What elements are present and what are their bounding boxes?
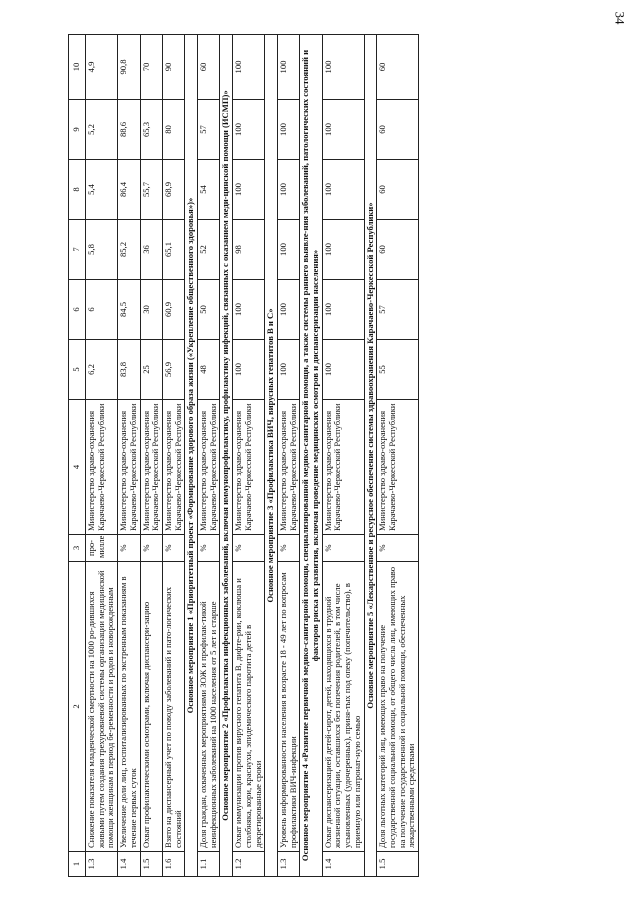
value-col-6: 100	[277, 280, 299, 340]
value-col-5: 48	[198, 340, 220, 400]
responsible-executor: Министерство здраво-охранения Карачаево-Черкесской Республики	[162, 400, 184, 535]
value-col-5: 83,8	[118, 340, 140, 400]
value-col-6: 100	[322, 280, 364, 340]
row-number: 1.4	[118, 852, 140, 877]
value-col-6: 60,9	[162, 280, 184, 340]
table-row	[162, 35, 184, 877]
header-cell: 9	[69, 100, 86, 160]
value-col-8: 86,4	[118, 160, 140, 220]
indicator-name: Уровень информированности населения в возрасте 18 - 49 лет по вопросам профилактики ВИЧ-инфекции	[277, 562, 299, 852]
table-row	[86, 35, 118, 877]
section-title: Основное мероприятие 1 «Приоритетный проект «Формирование здорового образа жизни («Укрепление общественного здоровья»)»	[185, 35, 198, 877]
indicator-name: Увеличение доли лиц, госпитализированных по экстренным показаниям в течение первых суток	[118, 562, 140, 852]
value-col-10: 60	[377, 35, 419, 100]
header-cell: 8	[69, 160, 86, 220]
indicator-name: Охват диспансеризацией детей-сирот, детей, находящихся в трудной жизненной ситуации, оставшихся без попечения родителей, в том числе усыновленных (удочеренных), приня-тых под опеку (попечительство), в приемную или патронат-ную семью	[322, 562, 364, 852]
value-col-10: 100	[277, 35, 299, 100]
value-col-10: 4,9	[86, 35, 118, 100]
header-cell: 4	[69, 400, 86, 535]
row-number: 1.3	[277, 852, 299, 877]
header-cell: 2	[69, 562, 86, 852]
unit-of-measure: %	[322, 535, 364, 562]
rotated-page-content	[68, 35, 616, 877]
table-row	[322, 35, 364, 877]
page-number: 34	[612, 11, 628, 25]
value-col-9: 100	[277, 100, 299, 160]
value-col-6: 30	[140, 280, 162, 340]
value-col-9: 100	[322, 100, 364, 160]
section-title: Основное мероприятие 4 «Развитие первичной медико-санитарной помощи, специализированной медико-санитарной помощи, а также системы раннего выявле-ния заболеваний, патологических состояний и факторов риска их развития, включая проведение медицинских осмотров и диспансеризации населения»	[300, 35, 322, 877]
value-col-7: 60	[377, 220, 419, 280]
row-number: 1.6	[162, 852, 184, 877]
header-cell: 5	[69, 340, 86, 400]
table-row	[377, 35, 419, 877]
value-col-7: 100	[322, 220, 364, 280]
value-col-10: 100	[322, 35, 364, 100]
value-col-10: 60	[198, 35, 220, 100]
responsible-executor: Министерство здраво-охранения Карачаево-Черкесской Республики	[377, 400, 419, 535]
value-col-7: 98	[233, 220, 265, 280]
value-col-5: 55	[377, 340, 419, 400]
value-col-5: 100	[322, 340, 364, 400]
table-header-row	[69, 35, 86, 877]
row-number: 1.2	[233, 852, 265, 877]
value-col-10: 90,8	[118, 35, 140, 100]
value-col-8: 100	[277, 160, 299, 220]
value-col-6: 6	[86, 280, 118, 340]
value-col-8: 55,7	[140, 160, 162, 220]
responsible-executor: Министерство здраво-охранения Карачаево-Черкесской Республики	[140, 400, 162, 535]
header-cell: 6	[69, 280, 86, 340]
value-col-6: 100	[233, 280, 265, 340]
header-cell: 3	[69, 535, 86, 562]
value-col-5: 100	[277, 340, 299, 400]
row-number: 1.1	[198, 852, 220, 877]
value-col-10: 90	[162, 35, 184, 100]
value-col-9: 100	[233, 100, 265, 160]
value-col-9: 80	[162, 100, 184, 160]
header-cell: 10	[69, 35, 86, 100]
responsible-executor: Министерство здраво-охранения Карачаево-Черкесской Республики	[198, 400, 220, 535]
value-col-8: 68,9	[162, 160, 184, 220]
value-col-8: 54	[198, 160, 220, 220]
section-row	[265, 35, 278, 877]
value-col-10: 70	[140, 35, 162, 100]
value-col-9: 5,2	[86, 100, 118, 160]
value-col-8: 100	[322, 160, 364, 220]
value-col-8: 100	[233, 160, 265, 220]
indicator-name: Взято на диспансерный учет по поводу заболеваний и пато-логических состояний	[162, 562, 184, 852]
value-col-5: 25	[140, 340, 162, 400]
section-row	[364, 35, 377, 877]
indicator-name: Доля граждан, охваченных мероприятиями ЗОЖ и профилак-тикой неинфекционных заболеваний на 1000 населения от 5 лет и старше	[198, 562, 220, 852]
section-row	[220, 35, 233, 877]
unit-of-measure: %	[162, 535, 184, 562]
value-col-7: 52	[198, 220, 220, 280]
responsible-executor: Министерство здраво-охранения Карачаево-Черкесской Республики	[233, 400, 265, 535]
responsible-executor: Министерство здраво-охранения Карачаево-Черкесской Республики	[86, 400, 118, 535]
table-row	[277, 35, 299, 877]
indicator-name: Охват профилактическими осмотрами, включая диспансери-зацию	[140, 562, 162, 852]
value-col-9: 60	[377, 100, 419, 160]
responsible-executor: Министерство здраво-охранения Карачаево-Черкесской Республики	[277, 400, 299, 535]
section-title: Основное мероприятие 2 «Профилактика инфекционных заболеваний, включая иммунопрофилактику, профилактику инфекций, связанных с оказанием меди-цинской помощи (ИСМП)»	[220, 35, 233, 877]
unit-of-measure: %	[277, 535, 299, 562]
indicator-name: Охват иммунизации против вирусного гепатита В, дифте-рии, коклюша и столбняка, кори, краснухи, эпидемического паротита детей в декретированные сроки	[233, 562, 265, 852]
value-col-10: 100	[233, 35, 265, 100]
unit-of-measure: %	[118, 535, 140, 562]
row-number: 1.3	[86, 852, 118, 877]
row-number: 1.4	[322, 852, 364, 877]
value-col-7: 85,2	[118, 220, 140, 280]
row-number: 1.5	[140, 852, 162, 877]
value-col-7: 65,1	[162, 220, 184, 280]
value-col-6: 50	[198, 280, 220, 340]
value-col-5: 100	[233, 340, 265, 400]
value-col-5: 6,2	[86, 340, 118, 400]
table-row	[140, 35, 162, 877]
value-col-5: 56,9	[162, 340, 184, 400]
section-title: Основное мероприятие 3 «Профилактика ВИЧ, вирусных гепатитов В и С»	[265, 35, 278, 877]
indicator-name: Снижение показателя младенческой смертности на 1000 ро-дившихся живыми путем создания трехуровневой системы организации медицинской помощи женщинам в период бе-ременности и родов и новорожденным	[86, 562, 118, 852]
table-row	[233, 35, 265, 877]
unit-of-measure: про-милле	[86, 535, 118, 562]
section-title: Основное мероприятие 5 «Лекарственное и ресурсное обеспечение системы здравоохранения Карачаево-Черкесской Республики»	[364, 35, 377, 877]
unit-of-measure: %	[140, 535, 162, 562]
responsible-executor: Министерство здраво-охранения Карачаево-Черкесской Республики	[118, 400, 140, 535]
indicator-name: Доля льготных категорий лиц, имеющих право на получение государственной социальной помощи, от общего числа лиц, имеющих право на получение государственной и социальной помощи, обеспеченных лекарственными средствами	[377, 562, 419, 852]
value-col-6: 84,5	[118, 280, 140, 340]
value-col-8: 60	[377, 160, 419, 220]
header-cell: 1	[69, 852, 86, 877]
value-col-7: 36	[140, 220, 162, 280]
value-col-6: 57	[377, 280, 419, 340]
indicators-table	[68, 34, 419, 877]
value-col-9: 57	[198, 100, 220, 160]
header-cell: 7	[69, 220, 86, 280]
unit-of-measure: %	[377, 535, 419, 562]
responsible-executor: Министерство здраво-охранения Карачаево-Черкесской Республики	[322, 400, 364, 535]
section-row	[185, 35, 198, 877]
value-col-9: 65,3	[140, 100, 162, 160]
unit-of-measure: %	[233, 535, 265, 562]
value-col-7: 100	[277, 220, 299, 280]
table-row	[118, 35, 140, 877]
row-number: 1.5	[377, 852, 419, 877]
table-row	[198, 35, 220, 877]
section-row	[300, 35, 322, 877]
value-col-9: 88,6	[118, 100, 140, 160]
value-col-7: 5,8	[86, 220, 118, 280]
unit-of-measure: %	[198, 535, 220, 562]
value-col-8: 5,4	[86, 160, 118, 220]
